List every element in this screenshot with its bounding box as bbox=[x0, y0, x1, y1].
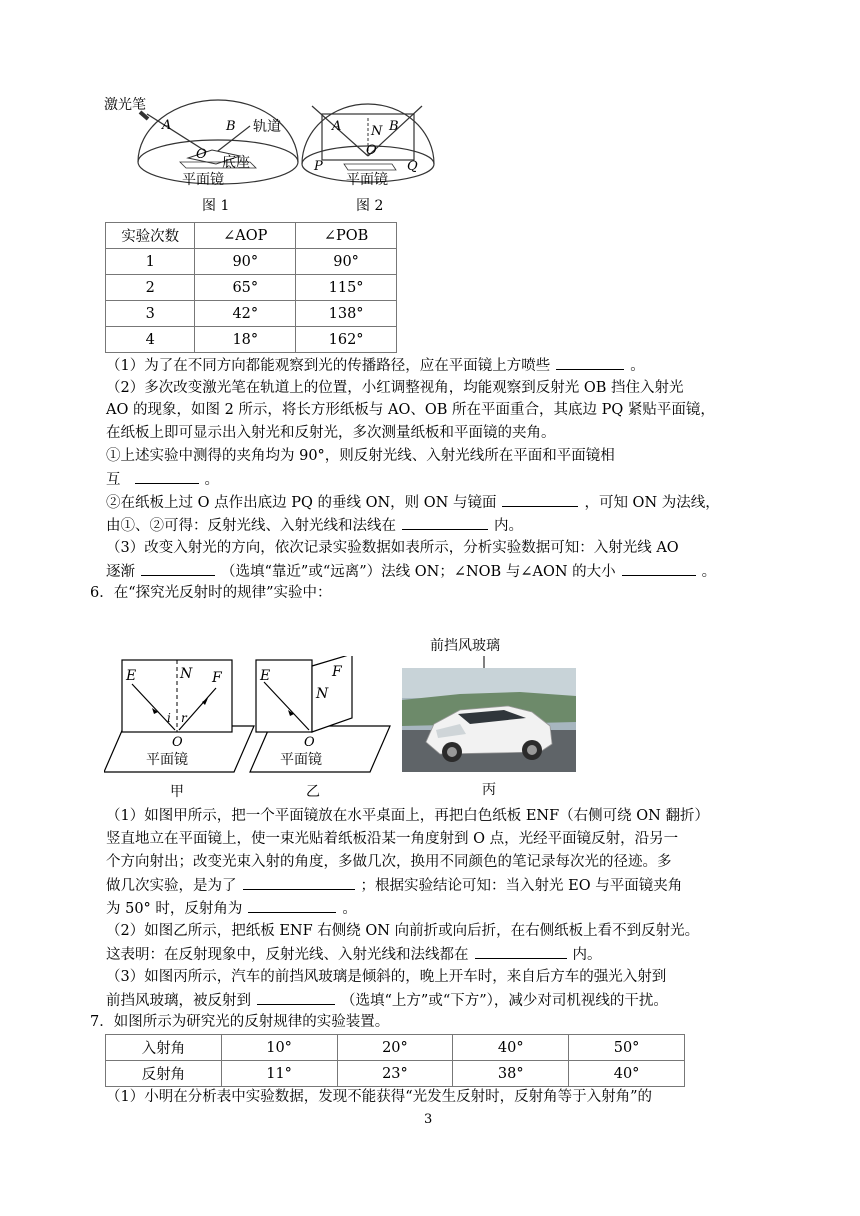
table-cell: 1 bbox=[106, 249, 195, 275]
track-label: 轨道 bbox=[253, 119, 281, 135]
q5-line: ②在纸板上过 O 点作出底边 PQ 的垂线 ON，则 ON 与镜面 ，可知 ON 为法线， bbox=[106, 492, 720, 514]
table-cell: 3 bbox=[106, 301, 195, 327]
table-header-cell: ∠AOP bbox=[195, 223, 296, 249]
fig2-point-a: A bbox=[332, 119, 342, 134]
table-cell: 2 bbox=[106, 275, 195, 301]
table-cell: 38° bbox=[453, 1061, 569, 1087]
figure-1-2 bbox=[100, 92, 440, 217]
table-header-cell: 实验次数 bbox=[106, 223, 195, 249]
fig2-point-b: B bbox=[389, 119, 399, 134]
yi-n-label: N bbox=[316, 686, 329, 702]
q5-line: ①上述实验中测得的夹角均为 90°，则反射光线、入射光线所在平面和平面镜相 bbox=[106, 448, 615, 464]
fig2-point-n: N bbox=[371, 124, 383, 139]
fig2-mirror-label: 平面镜 bbox=[346, 172, 388, 188]
jia-o-label: O bbox=[172, 735, 183, 750]
answer-blank[interactable] bbox=[248, 898, 336, 913]
mirror-label: 平面镜 bbox=[182, 172, 224, 188]
jia-mirror-label: 平面镜 bbox=[146, 752, 188, 768]
table-cell: 20° bbox=[337, 1035, 453, 1061]
answer-blank[interactable] bbox=[622, 561, 696, 576]
answer-blank[interactable] bbox=[141, 561, 215, 576]
answer-blank[interactable] bbox=[402, 515, 488, 530]
q5-line: 逐渐 （选填“靠近”或“远离”）法线 ON；∠NOB 与∠AON 的大小 。 bbox=[106, 561, 716, 583]
bing-caption: 丙 bbox=[482, 782, 496, 798]
q5-line: （3）改变入射光的方向，依次记录实验数据如表所示，分析实验数据可知：入射光线 AO bbox=[106, 540, 679, 556]
table-cell: 4 bbox=[106, 327, 195, 353]
answer-blank[interactable] bbox=[135, 469, 199, 484]
q5-line: 互 。 bbox=[106, 469, 219, 491]
fig2-point-p: P bbox=[314, 159, 323, 174]
table-cell: 11° bbox=[221, 1061, 337, 1087]
table-row bbox=[106, 1061, 685, 1087]
windshield-label: 前挡风玻璃 bbox=[430, 638, 500, 654]
fig2-point-q: Q bbox=[407, 159, 418, 174]
q7-line: （1）小明在分析表中实验数据，发现不能获得“光发生反射时，反射角等于入射角”的 bbox=[106, 1089, 653, 1105]
page-number: 3 bbox=[424, 1112, 433, 1127]
table-row bbox=[106, 275, 397, 301]
yi-e-label: E bbox=[260, 668, 271, 684]
angle-data-table bbox=[105, 222, 397, 353]
yi-o-label: O bbox=[304, 735, 315, 750]
table-row bbox=[106, 327, 397, 353]
answer-blank[interactable] bbox=[475, 944, 567, 959]
table-header-row bbox=[106, 223, 397, 249]
laser-label: 激光笔 bbox=[104, 97, 146, 113]
q7-title: 7．如图所示为研究光的反射规律的实验装置。 bbox=[90, 1014, 390, 1030]
q6-line: （3）如图丙所示，汽车的前挡风玻璃是倾斜的，晚上开车时，来自后方车的强光入射到 bbox=[106, 969, 667, 985]
base-label: 底座 bbox=[222, 155, 250, 171]
table-cell: 90° bbox=[195, 249, 296, 275]
q5-line: AO 的现象，如图 2 所示，将长方形纸板与 AO、OB 所在平面重合，其底边 PQ 紧贴平面镜， bbox=[106, 402, 715, 418]
q6-line: （1）如图甲所示，把一个平面镜放在水平桌面上，再把白色纸板 ENF（右侧可绕 ON 翻折） bbox=[106, 808, 709, 824]
table-cell: 40° bbox=[453, 1035, 569, 1061]
q6-line: 做几次实验，是为了 ；根据实验结论可知：当入射光 EO 与平面镜夹角 bbox=[106, 875, 682, 897]
point-o-label: O bbox=[196, 147, 207, 162]
figure-2-caption: 图 2 bbox=[356, 198, 384, 214]
figure-bing-car bbox=[400, 630, 578, 800]
q5-line: （2）多次改变激光笔在轨道上的位置，小红调整视角，均能观察到反射光 OB 挡住入射光 bbox=[106, 380, 684, 396]
table-cell: 162° bbox=[296, 327, 397, 353]
table-cell: 10° bbox=[221, 1035, 337, 1061]
jia-f-label: F bbox=[212, 670, 222, 686]
fig2-point-o: O bbox=[366, 143, 377, 158]
reflection-angle-table bbox=[105, 1034, 685, 1087]
q6-title: 6．在“探究光反射时的规律”实验中： bbox=[90, 585, 332, 601]
table-cell: 138° bbox=[296, 301, 397, 327]
yi-caption: 乙 bbox=[306, 784, 320, 800]
q6-line: 个方向射出；改变光束入射的角度，多做几次，换用不同颜色的笔记录每次光的径迹。多 bbox=[106, 854, 672, 870]
answer-blank[interactable] bbox=[556, 355, 624, 370]
jia-r-label: r bbox=[181, 711, 187, 725]
q6-line: 为 50° 时，反射角为 。 bbox=[106, 898, 357, 920]
jia-e-label: E bbox=[126, 668, 137, 684]
q5-line: （1）为了在不同方向都能观察到光的传播路径，应在平面镜上方喷些 。 bbox=[106, 355, 645, 377]
table-cell: 50° bbox=[569, 1035, 685, 1061]
yi-f-label: F bbox=[332, 664, 342, 680]
table-cell: 115° bbox=[296, 275, 397, 301]
jia-n-label: N bbox=[180, 666, 193, 682]
q5-line: 在纸板上即可显示出入射光和反射光，多次测量纸板和平面镜的夹角。 bbox=[106, 425, 556, 441]
q5-line: 由①、②可得：反射光线、入射光线和法线在 内。 bbox=[106, 515, 523, 537]
q6-line: 这表明：在反射现象中，反射光线、入射光线和法线都在 内。 bbox=[106, 944, 602, 966]
jia-caption: 甲 bbox=[170, 784, 184, 800]
point-b-label: B bbox=[226, 119, 236, 134]
jia-i-label: i bbox=[167, 711, 171, 725]
answer-blank[interactable] bbox=[243, 875, 355, 890]
table-cell: 42° bbox=[195, 301, 296, 327]
table-cell: 23° bbox=[337, 1061, 453, 1087]
table-cell: 入射角 bbox=[106, 1035, 222, 1061]
q6-line: 竖直地立在平面镜上，使一束光贴着纸板沿某一角度射到 O 点，光经平面镜反射，沿另一 bbox=[106, 831, 679, 847]
q6-line: 前挡风玻璃，被反射到 （选填“上方”或“下方”），减少对司机视线的干扰。 bbox=[106, 990, 668, 1012]
point-a-label: A bbox=[162, 118, 172, 133]
table-row bbox=[106, 249, 397, 275]
q6-line: （2）如图乙所示，把纸板 ENF 右侧绕 ON 向前折或向后折，在右侧纸板上看不到反射光。 bbox=[106, 923, 700, 939]
figure-jia-yi bbox=[104, 656, 394, 801]
table-cell: 65° bbox=[195, 275, 296, 301]
table-row bbox=[106, 301, 397, 327]
figure-1-caption: 图 1 bbox=[202, 198, 230, 214]
yi-mirror-label: 平面镜 bbox=[280, 752, 322, 768]
table-header-cell: ∠POB bbox=[296, 223, 397, 249]
answer-blank[interactable] bbox=[502, 492, 578, 507]
table-cell: 18° bbox=[195, 327, 296, 353]
table-cell: 40° bbox=[569, 1061, 685, 1087]
table-cell: 反射角 bbox=[106, 1061, 222, 1087]
table-row bbox=[106, 1035, 685, 1061]
answer-blank[interactable] bbox=[257, 990, 335, 1005]
table-cell: 90° bbox=[296, 249, 397, 275]
